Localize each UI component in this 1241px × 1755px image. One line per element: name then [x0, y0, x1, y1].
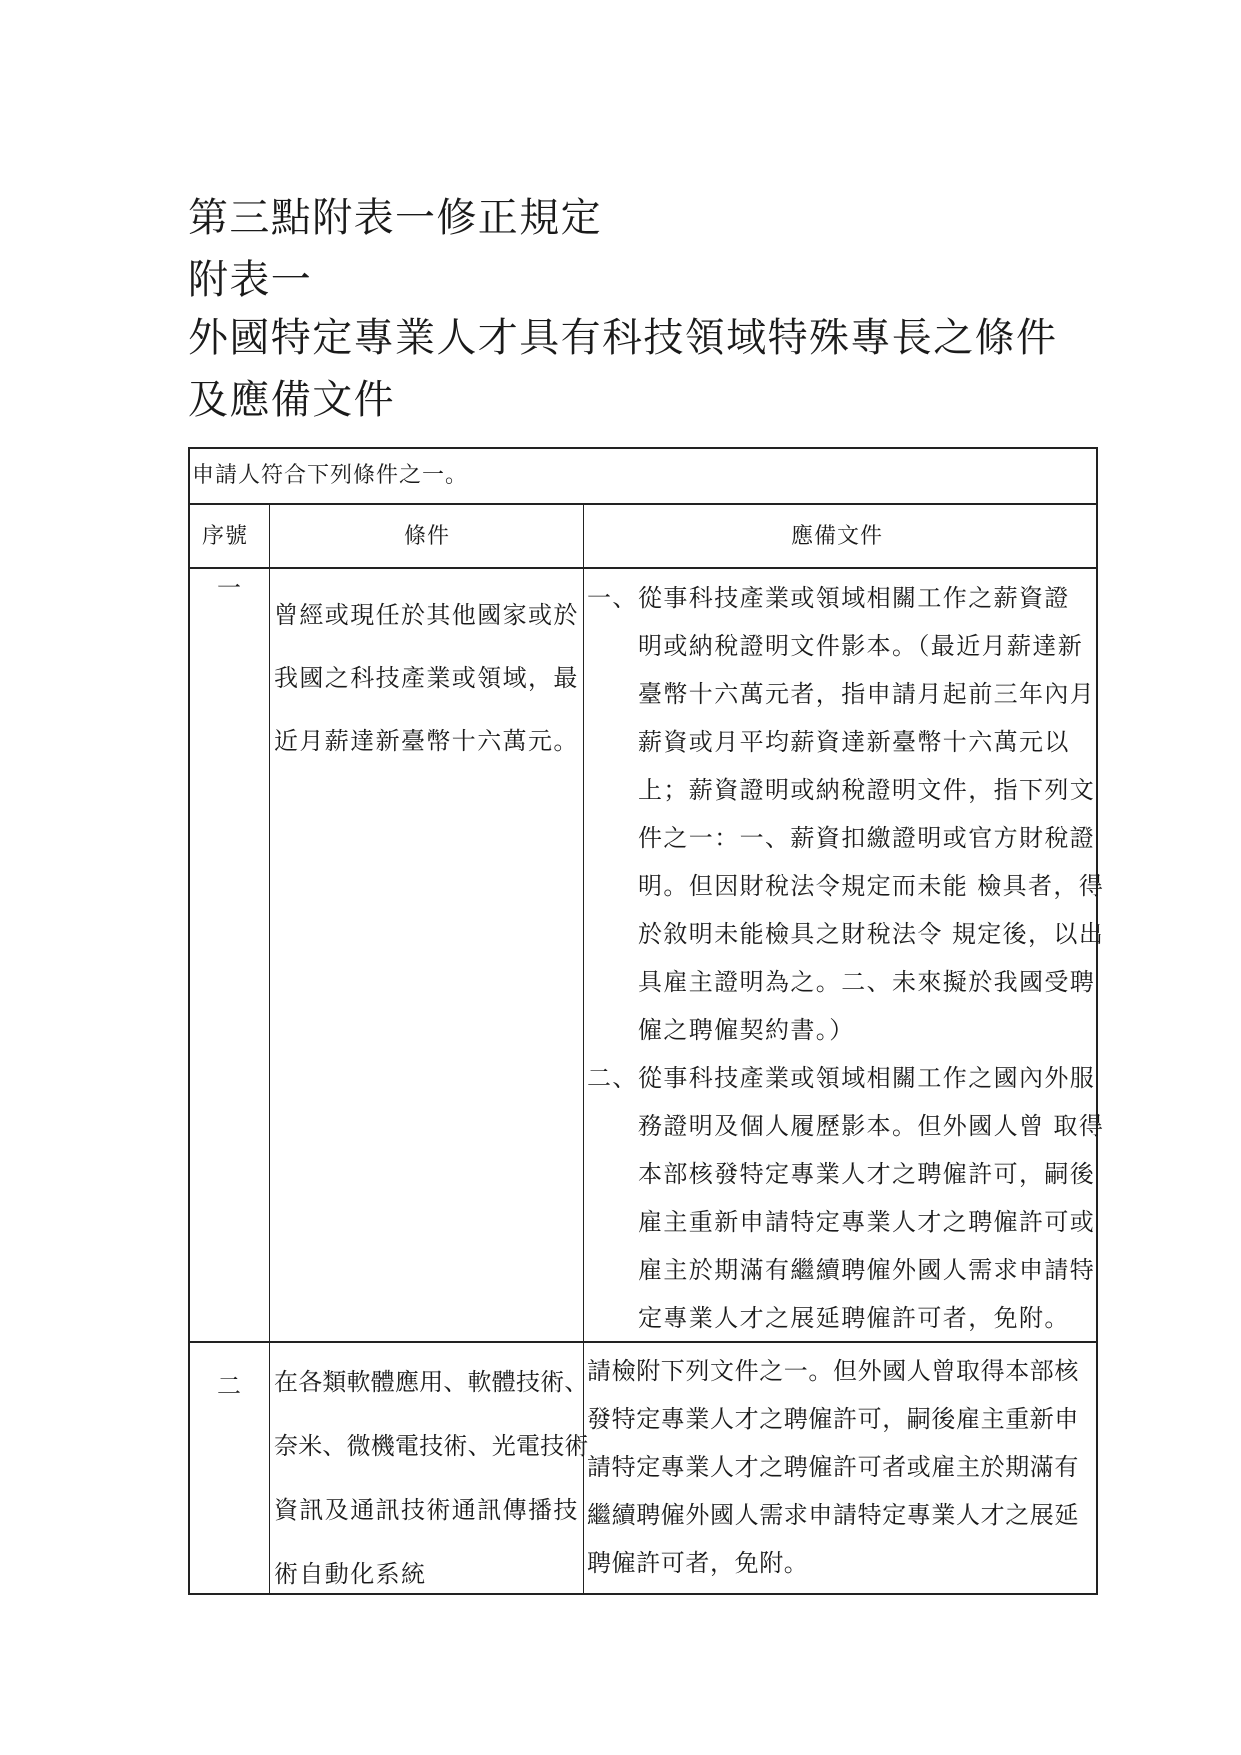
table-divider — [188, 567, 1098, 569]
header-documents: 應備文件 — [791, 524, 884, 549]
document-line: 請特定專業人才之聘僱許可者或雇主於期滿有 — [587, 1453, 1079, 1481]
condition-line: 資訊及通訊技術通訊傳播技 — [274, 1496, 579, 1524]
condition-line: 在各類軟體應用、軟體技術、 — [274, 1368, 589, 1396]
document-line: 請檢附下列文件之一。但外國人曾取得本部核 — [587, 1357, 1079, 1385]
document-line: 雇主於期滿有繼續聘僱外國人需求申請特 — [638, 1256, 1096, 1284]
document-line: 雇主重新申請特定專業人才之聘僱許可或 — [638, 1208, 1096, 1236]
condition-line: 近月薪達新臺幣十六萬元。 — [274, 727, 579, 755]
condition-line: 我國之科技產業或領域，最 — [274, 664, 579, 692]
document-line: 明。但因財稅法令規定而未能 檢具者，得 — [638, 872, 1105, 900]
row-seq: 一 — [217, 574, 243, 602]
document-line: 上；薪資證明或納稅證明文件，指下列文 — [638, 776, 1096, 804]
document-line: 發特定專業人才之聘僱許可，嗣後雇主重新申 — [587, 1405, 1079, 1433]
document-line: 從事科技產業或領域相關工作之國內外服 — [638, 1064, 1096, 1092]
condition-line: 術自動化系統 — [274, 1560, 427, 1588]
document-line: 具雇主證明為之。二、未來擬於我國受聘 — [638, 968, 1096, 996]
heading-line-4: 及應備文件 — [188, 377, 395, 423]
table-note: 申請人符合下列條件之一。 — [192, 463, 469, 488]
document-line: 定專業人才之展延聘僱許可者，免附。 — [638, 1304, 1070, 1332]
heading-line-2: 附表一 — [188, 257, 313, 303]
column-divider — [269, 503, 270, 1595]
document-line: 於敘明未能檢具之財稅法令 規定後，以出 — [638, 920, 1105, 948]
document-line: 明或納稅證明文件影本。（最近月薪達新 — [638, 632, 1084, 660]
document-line: 僱之聘僱契約書。） — [638, 1016, 855, 1044]
condition-line: 奈米、微機電技術、光電技術 — [274, 1432, 589, 1460]
document-item-marker: 二、 — [587, 1064, 638, 1092]
condition-line: 曾經或現任於其他國家或於 — [274, 601, 579, 629]
document-line: 務證明及個人履歷影本。但外國人曾 取得 — [638, 1112, 1105, 1140]
heading-line-3: 外國特定專業人才具有科技領域特殊專長之條件 — [188, 315, 1058, 361]
document-line: 件之一：一、薪資扣繳證明或官方財稅證 — [638, 824, 1096, 852]
table-border-top — [188, 447, 1098, 449]
header-condition: 條件 — [404, 524, 451, 549]
document-line: 繼續聘僱外國人需求申請特定專業人才之展延 — [587, 1501, 1079, 1529]
document-item-marker: 一、 — [587, 584, 638, 612]
header-seq: 序號 — [202, 524, 249, 549]
table-divider — [188, 1341, 1098, 1343]
document-line: 臺幣十六萬元者，指申請月起前三年內月 — [638, 680, 1096, 708]
document-line: 薪資或月平均薪資達新臺幣十六萬元以 — [638, 728, 1070, 756]
table-border-right — [1096, 447, 1098, 1595]
document-line: 聘僱許可者，免附。 — [587, 1549, 809, 1577]
document-line: 從事科技產業或領域相關工作之薪資證 — [638, 584, 1070, 612]
table-border-bottom — [188, 1593, 1098, 1595]
row-seq: 二 — [217, 1372, 243, 1400]
table-border-left — [188, 447, 190, 1595]
table-divider — [188, 503, 1098, 505]
heading-line-1: 第三點附表一修正規定 — [188, 195, 602, 241]
document-line: 本部核發特定專業人才之聘僱許可，嗣後 — [638, 1160, 1096, 1188]
